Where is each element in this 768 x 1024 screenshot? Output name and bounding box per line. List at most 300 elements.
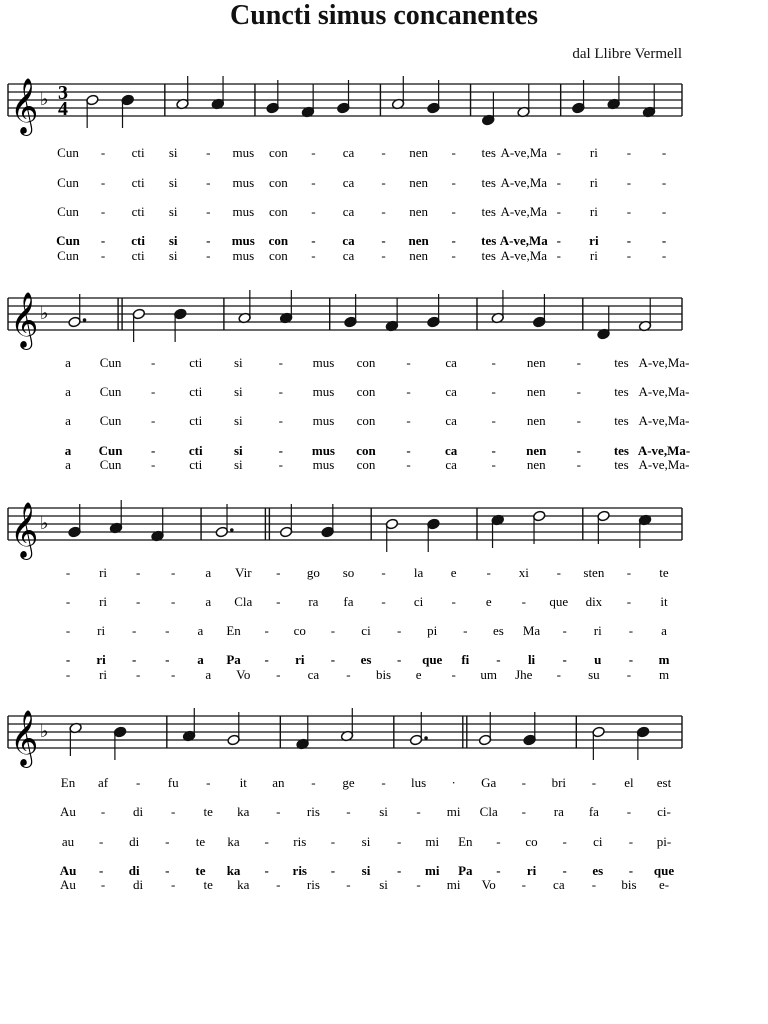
lyric-syllable: di [133,877,144,892]
lyric-syllable: mus [312,413,335,428]
lyric-syllable: - [486,565,491,580]
lyric-syllable: Au [60,877,76,892]
lyric-syllable: - [406,457,411,472]
staff-system [8,290,690,472]
lyric-syllable: - [171,594,176,609]
lyric-syllable: nen [526,413,546,428]
lyric-syllable: mi [424,863,440,878]
lyric-syllable: nen [526,384,546,399]
lyric-syllable: - [65,565,71,580]
lyric-syllable: - [100,175,106,190]
lyric-syllable: - [278,384,284,399]
lyric-syllable: Cun [99,355,122,370]
lyric-syllable: - [381,204,386,219]
lyric-syllable: En [458,834,473,849]
lyric-syllable: ri [96,652,106,667]
lyric-syllable: pi- [656,834,672,849]
lyric-syllable: ca [342,175,355,190]
lyric-syllable: con [268,248,288,263]
lyric-syllable: tes [481,248,496,263]
lyric-syllable: ri [589,145,598,160]
lyric-syllable: nen [526,355,546,370]
treble-clef-icon: 𝄞 [10,292,39,348]
lyric-syllable: ris [292,863,308,878]
lyric-syllable: a [661,623,667,638]
lyric-syllable: - [496,652,501,667]
lyric-syllable: - [206,775,211,790]
treble-clef-icon: 𝄞 [10,78,39,134]
lyric-syllable: ci- [657,804,671,819]
lyric-syllable: Ma [522,623,541,638]
treble-clef-icon: 𝄞 [10,502,39,558]
page-subtitle: dal Llibre Vermell [572,46,682,62]
lyric-syllable: mus [311,443,335,458]
lyric-syllable: - [311,175,316,190]
lyric-syllable: - [626,594,632,609]
lyric-syllable: - [491,443,496,458]
lyric-syllable: si [379,804,388,819]
lyric-syllable: - [264,863,269,878]
lyric-syllable: nen [526,457,546,472]
lyric-syllable: - [311,233,316,248]
lyric-syllable: - [276,565,281,580]
lyric-syllable: - [65,623,71,638]
lyric-syllable: es [493,623,504,638]
lyric-syllable: - [521,877,526,892]
lyric-syllable: tes [481,233,497,248]
lyric-syllable: it [239,775,247,790]
lyric-syllable: cti [188,443,203,458]
lyric-syllable: - [206,248,211,263]
lyric-syllable: Cun [57,145,79,160]
lyric-syllable: - [556,175,561,190]
lyric-syllable: si [168,145,178,160]
lyric-syllable: - [276,667,281,682]
lyric-syllable: - [165,623,170,638]
lyric-syllable: e [485,594,492,609]
lyric-syllable: A-ve,Ma- [638,457,690,472]
lyric-syllable: bri [551,775,567,790]
lyric-syllable: ca [445,443,458,458]
lyric-syllable: ris [306,804,320,819]
lyric-syllable: si [233,457,243,472]
staff-system [8,500,682,682]
lyric-syllable: - [562,623,567,638]
lyric-syllable: - [150,384,156,399]
lyric-syllable: li [527,652,536,667]
lyric-syllable: - [330,652,336,667]
lyric-syllable: nen [409,175,428,190]
lyric-syllable: ra [553,804,564,819]
lyric-syllable: - [381,233,386,248]
lyric-syllable: - [276,877,281,892]
lyric-syllable: - [521,804,526,819]
lyric-syllable: a [205,667,212,682]
lyric-syllable: · [451,775,456,790]
lyric-syllable: ca [445,384,457,399]
lyric-syllable: Ga [481,775,497,790]
lyric-syllable: si [168,204,178,219]
lyric-syllable: bis [375,667,392,682]
lyric-syllable: Pa [458,863,473,878]
lyric-syllable: pi [427,623,438,638]
lyric-syllable: mi [446,804,461,819]
lyric-syllable: - [496,863,501,878]
lyric-syllable: tes [614,384,629,399]
lyric-syllable: est [656,775,672,790]
lyric-syllable: A-ve,Ma- [638,384,690,399]
lyric-syllable: con [268,175,288,190]
lyric-syllable: - [65,594,71,609]
lyric-syllable: mus [312,355,335,370]
lyric-syllable: co [293,623,306,638]
lyric-syllable: A-ve,Ma- [638,355,690,370]
lyric-syllable: - [330,623,336,638]
lyric-syllable: - [626,248,632,263]
lyric-syllable: ri [593,623,602,638]
lyric-syllable: si [233,384,243,399]
lyric-syllable: - [165,863,170,878]
lyric-syllable: - [330,863,336,878]
lyric-syllable: - [451,175,456,190]
lyric-syllable: Vo [481,877,496,892]
lyric-syllable: - [346,667,351,682]
lyric-syllable: fi [461,652,470,667]
lyric-syllable: Cun [56,233,80,248]
lyric-syllable: - [171,804,176,819]
lyric-syllable: - [171,667,176,682]
lyric-syllable: si [233,413,243,428]
lyric-syllable: - [406,443,411,458]
lyric-syllable: u [594,652,602,667]
lyric-syllable: - [264,652,269,667]
lyric-syllable: - [276,594,281,609]
lyric-syllable: it [660,594,668,609]
lyric-syllable: ca [445,413,457,428]
lyric-syllable: si [361,863,371,878]
lyric-syllable: - [396,834,402,849]
flat-sign-icon: ♭ [40,89,49,110]
staff-system [8,76,682,263]
lyric-syllable: - [406,355,411,370]
note-dot [83,318,87,322]
lyric-syllable: ri [99,594,108,609]
lyric-syllable: - [135,667,141,682]
lyric-syllable: si [233,355,243,370]
lyric-syllable: mus [312,457,335,472]
lyric-syllable: - [135,565,141,580]
lyric-syllable: e [415,667,422,682]
lyric-syllable: nen [409,204,428,219]
lyric-syllable: - [98,863,104,878]
lyric-syllable: el [624,775,634,790]
lyric-syllable: sten [583,565,605,580]
lyric-syllable: tes [481,204,496,219]
lyric-syllable: tes [614,457,629,472]
lyric-syllable: - [135,594,141,609]
lyric-syllable: ca [342,233,355,248]
lyric-syllable: - [416,804,421,819]
lyric-syllable: Cun [57,248,79,263]
lyric-syllable: ca [342,204,355,219]
lyric-syllable: - [171,877,176,892]
lyric-syllable: - [396,652,402,667]
lyric-syllable: es [592,863,604,878]
lyric-syllable: - [276,804,281,819]
lyric-syllable: - [463,623,468,638]
lyric-syllable: a [65,413,71,428]
flat-sign-icon: ♭ [40,721,49,742]
lyric-syllable: - [628,623,634,638]
lyric-syllable: - [206,175,211,190]
lyric-syllable: - [556,667,561,682]
lyric-syllable: - [491,457,496,472]
lyric-syllable: ca [342,248,355,263]
lyric-syllable: - [416,877,421,892]
lyric-syllable: - [556,204,561,219]
lyric-syllable: cti [131,248,145,263]
lyric-syllable: - [346,877,351,892]
lyric-syllable: tes [614,355,629,370]
lyric-syllable: ca [445,355,457,370]
lyric-syllable: - [264,623,269,638]
lyric-syllable: - [150,413,156,428]
lyric-syllable: - [626,667,632,682]
lyric-syllable: a [64,443,72,458]
lyric-syllable: - [311,248,316,263]
lyric-syllable: Cla [479,804,498,819]
lyric-syllable: - [556,145,561,160]
lyric-syllable: e- [658,877,670,892]
lyric-syllable: - [100,145,106,160]
lyric-syllable: e [450,565,457,580]
lyric-syllable: - [576,443,582,458]
lyric-syllable: te [203,804,213,819]
lyric-syllable: si [233,443,243,458]
lyric-syllable: si [361,834,371,849]
lyric-syllable: m [658,667,670,682]
lyric-syllable: go [306,565,320,580]
lyric-syllable: ka [237,804,250,819]
lyric-syllable: - [206,145,211,160]
lyric-syllable: af [98,775,109,790]
staff-system [8,708,682,892]
lyric-syllable: - [132,623,137,638]
lyric-syllable: con [356,413,376,428]
lyric-syllable: ri [589,204,598,219]
lyric-syllable: - [65,652,71,667]
lyric-syllable: fu [167,775,179,790]
lyric-syllable: - [100,804,106,819]
lyric-syllable: - [661,248,667,263]
lyric-syllable: - [135,775,141,790]
lyric-syllable: - [576,355,582,370]
lyric-syllable: con [356,355,376,370]
lyric-syllable: Cun [57,175,79,190]
lyric-syllable: si [168,233,178,248]
lyric-syllable: - [626,565,632,580]
lyric-syllable: - [381,248,386,263]
lyric-syllable: Pa [226,652,241,667]
lyric-syllable: cti [131,204,145,219]
lyric-syllable: - [626,204,632,219]
lyric-syllable: nen [409,248,428,263]
lyric-syllable: mus [312,384,335,399]
lyric-syllable: Cun [99,384,122,399]
lyric-syllable: - [406,384,411,399]
lyric-syllable: ca [445,457,457,472]
lyric-syllable: bis [621,877,637,892]
lyric-syllable: - [562,863,567,878]
lyric-syllable: si [168,248,178,263]
lyric-syllable: um [480,667,498,682]
lyric-syllable: con [356,384,376,399]
lyric-syllable: su [588,667,600,682]
page-title: Cuncti simus concanentes [229,0,538,31]
lyric-syllable: - [661,204,667,219]
lyric-syllable: ri [295,652,305,667]
lyric-syllable: ca [342,145,355,160]
lyric-syllable: A-ve,Ma [500,248,548,263]
lyric-syllable: - [381,775,386,790]
lyric-syllable: - [206,233,211,248]
lyric-syllable: - [591,775,597,790]
lyric-syllable: te [195,834,206,849]
lyric-syllable: - [451,204,456,219]
lyric-syllable: a [65,457,71,472]
lyric-syllable: - [626,233,632,248]
lyric-syllable: En [60,775,76,790]
lyric-syllable: si [379,877,388,892]
lyric-syllable: con [356,443,376,458]
lyric-syllable: ci [593,834,603,849]
lyric-syllable: - [330,834,336,849]
lyric-syllable: - [576,384,582,399]
lyric-syllable: - [171,565,176,580]
lyric-syllable: ri [526,863,537,878]
lyric-syllable: - [381,594,386,609]
lyric-syllable: - [556,565,561,580]
lyric-syllable: a [205,594,212,609]
lyric-syllable: - [311,204,316,219]
lyric-syllable: ri [99,565,108,580]
lyric-syllable: - [521,775,526,790]
lyric-syllable: si [168,175,178,190]
lyric-syllable: - [311,145,316,160]
lyric-syllable: - [346,804,351,819]
lyric-syllable: ris [293,834,307,849]
lyric-syllable: cti [189,457,203,472]
lyric-syllable: mus [231,233,255,248]
lyric-syllable: cti [189,355,203,370]
lyric-syllable: Cun [98,443,123,458]
lyric-syllable: - [562,834,567,849]
lyric-syllable: con [268,145,288,160]
lyric-syllable: cti [131,145,145,160]
lyric-syllable: di [128,863,140,878]
lyric-syllable: - [100,233,106,248]
lyric-syllable: te [659,565,669,580]
lyric-syllable: - [150,355,156,370]
lyric-syllable: ri [589,248,598,263]
lyric-syllable: - [132,652,137,667]
lyric-syllable: es [360,652,372,667]
treble-clef-icon: 𝄞 [10,710,39,766]
lyric-syllable: - [661,175,667,190]
lyric-syllable: tes [614,413,629,428]
lyric-syllable: - [562,652,567,667]
lyric-syllable: mus [232,204,255,219]
lyric-syllable: a [65,384,71,399]
lyric-syllable: di [133,804,144,819]
lyric-syllable: - [381,145,386,160]
lyric-syllable: ka [237,877,250,892]
lyric-syllable: Jhe [515,667,533,682]
lyric-syllable: ca [553,877,565,892]
lyric-syllable: co [525,834,538,849]
lyric-syllable: - [576,413,582,428]
lyric-syllable: la [413,565,424,580]
lyric-syllable: - [626,175,632,190]
lyric-syllable: - [451,233,456,248]
lyric-syllable: ri [99,667,108,682]
lyric-syllable: - [381,565,386,580]
lyric-syllable: - [396,623,402,638]
lyric-syllable: - [451,145,456,160]
lyric-syllable: - [100,248,106,263]
lyric-syllable: tes [613,443,630,458]
lyric-syllable: ci [413,594,424,609]
lyric-syllable: - [628,652,634,667]
lyric-syllable: - [661,233,667,248]
lyric-syllable: te [195,863,206,878]
lyric-syllable: En [226,623,241,638]
lyric-syllable: ka [226,863,241,878]
lyric-syllable: - [278,355,284,370]
lyric-syllable: con [356,457,376,472]
lyric-syllable: lus [411,775,427,790]
lyric-syllable: - [150,457,156,472]
flat-sign-icon: ♭ [40,303,49,324]
lyric-syllable: Cun [57,204,79,219]
lyric-syllable: nen [408,233,429,248]
lyric-syllable: - [100,204,106,219]
lyric-syllable: ri [589,175,598,190]
lyric-syllable: que [422,652,443,667]
lyric-syllable: tes [481,175,496,190]
lyric-syllable: A-ve,Ma [500,204,548,219]
lyric-syllable: ri [589,233,599,248]
lyric-syllable: Cun [99,413,122,428]
lyric-syllable: ci [361,623,371,638]
lyric-syllable: mus [232,145,255,160]
lyric-syllable: - [165,652,170,667]
lyric-syllable: - [100,877,106,892]
lyric-syllable: cti [131,233,145,248]
lyric-syllable: - [451,248,456,263]
lyric-syllable: au [61,834,75,849]
lyric-syllable: ge [342,775,355,790]
lyric-syllable: a [197,652,204,667]
lyric-syllable: - [521,594,526,609]
lyric-syllable: so [342,565,355,580]
lyric-syllable: Vir [235,565,252,580]
lyric-syllable: A-ve,Ma- [637,443,691,458]
lyric-syllable: a [65,355,71,370]
lyric-syllable: Au [60,804,76,819]
lyric-syllable: - [491,355,496,370]
lyric-syllable: ris [306,877,320,892]
